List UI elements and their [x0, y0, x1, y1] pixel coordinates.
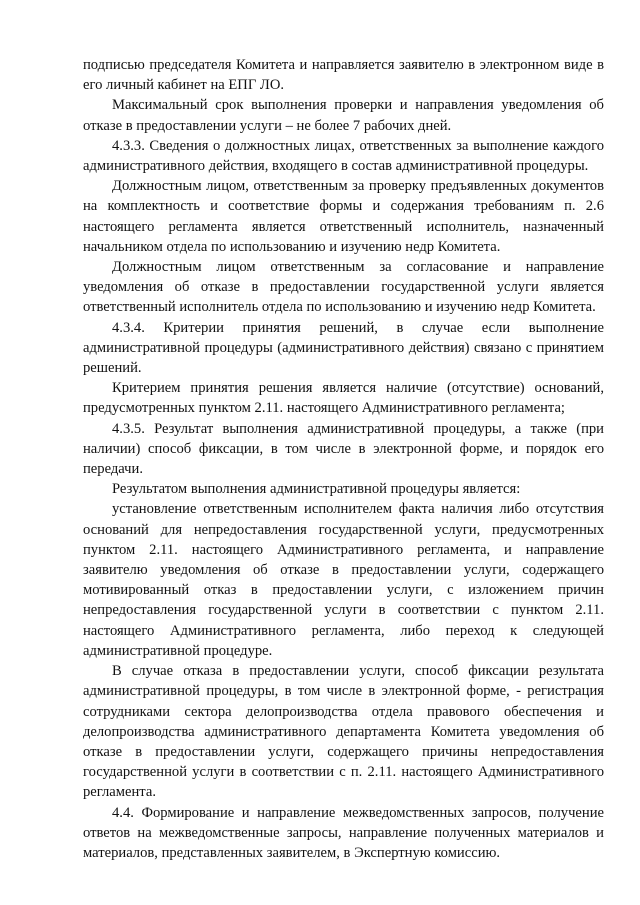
paragraph-refusal-fixation: В случае отказа в предоставлении услуги, способ фиксации результата административной процедуры, в том числе в электронной форме, - регистрация сотрудниками сектора делопроизводства отдела правового обеспечения и делопроизводства административного департамента Комитета уведомления об отказе в предоставлении услуги, содержащего причины непредоставления государственной услуги в соответствии с п. 2.11. настоящего Административного регламента.: [83, 663, 604, 801]
paragraph-continuation: подписью председателя Комитета и направляется заявителю в электронном виде в его личный кабинет на ЕПГ ЛО.: [83, 57, 604, 94]
paragraph-4-3-3: 4.3.3. Сведения о должностных лицах, ответственных за выполнение каждого административного действия, входящего в состав административной процедуры.: [83, 137, 604, 175]
paragraph-max-deadline: Максимальный срок выполнения проверки и направления уведомления об отказе в предоставлении услуги – не более 7 рабочих дней.: [83, 97, 604, 134]
paragraph-4-3-4: 4.3.4. Критерии принятия решений, в случае если выполнение административной процедуры (административного действия) связано с принятием решений.: [83, 319, 604, 377]
paragraph-responsible-approval: Должностным лицом ответственным за согласование и направление уведомления об отказе в предоставлении государственной услуги является ответственный исполнитель отдела по использованию и изучению недр Комитета.: [83, 259, 604, 316]
paragraph-responsible-check: Должностным лицом, ответственным за проверку предъявленных документов на комплектность и соответствие формы и содержания требованиям п. 2.6 настоящего регламента является ответственный исполнитель, назначенный начальником отдела по использованию и изучению недр Комитета.: [83, 178, 604, 255]
paragraph-result-detail: установление ответственным исполнителем факта наличия либо отсутствия оснований для непредоставления государственной услуги, предусмотренных пунктом 2.11. настоящего Административного регламента, и направление заявителю уведомления об отказе в предоставлении услуги, содержащего мотивированный отказ в предоставлении услуги, с изложением причин непредоставления государственной услуги в соответствии с пунктом 2.11. настоящего Административного регламента, либо переход к следующей административной процедуре.: [83, 501, 604, 659]
paragraph-4-4: 4.4. Формирование и направление межведомственных запросов, получение ответов на межведомственные запросы, направление полученных материалов и материалов, представленных заявителем, в Экспертную комиссию.: [83, 804, 604, 861]
paragraph-4-3-5: 4.3.5. Результат выполнения административной процедуры, а также (при наличии) способ фиксации, в том числе в электронной форме, и порядок его передачи.: [83, 420, 604, 478]
paragraph-decision-criterion: Критерием принятия решения является наличие (отсутствие) оснований, предусмотренных пунктом 2.11. настоящего Административного регламента;: [83, 380, 604, 417]
paragraph-result-intro: Результатом выполнения административной процедуры является:: [112, 481, 521, 498]
